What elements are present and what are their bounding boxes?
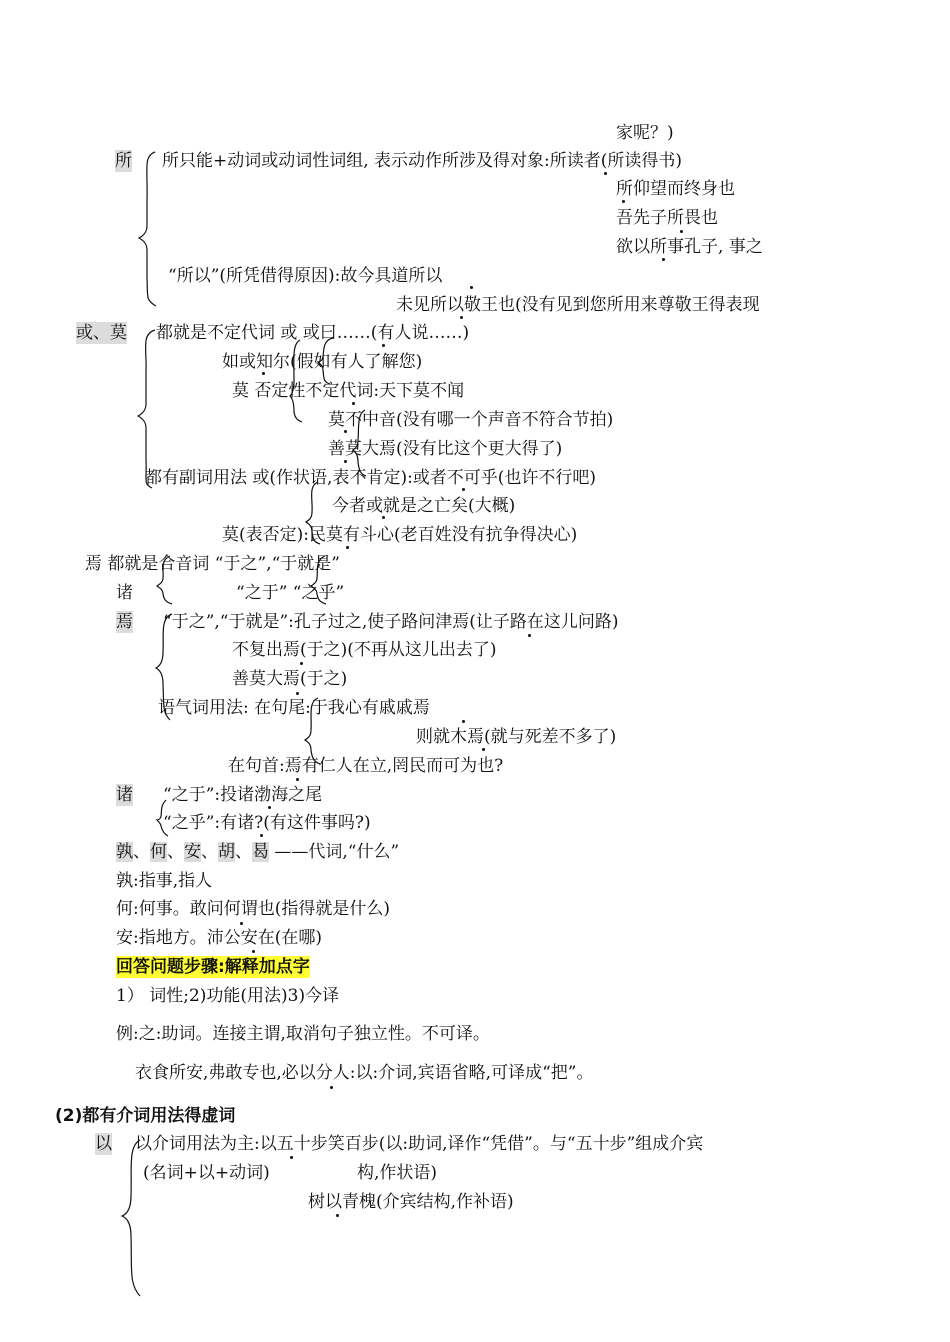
keyword-shu: 孰 — [116, 842, 133, 862]
text-line: “之于”:投诸渤海之尾 — [163, 785, 323, 805]
text-line: 所只能+动词或动词性词组, 表示动作所涉及得对象:所读者(所读得书) — [162, 151, 683, 171]
keyword-zhu: 诸 — [116, 785, 133, 805]
text-line: 焉 都就是合音词 “于之”,“于就是” — [85, 554, 340, 574]
section-heading: (2)都有介词用法得虚词 — [55, 1106, 236, 1126]
text-line: 安:指地方。沛公安在(在哪) — [116, 928, 322, 948]
separator: 、 — [167, 842, 184, 862]
text-line: 今者或就是之亡矣(大概) — [332, 496, 516, 516]
keyword-he2: 曷 — [252, 842, 269, 862]
text-line: 未见所以敬王也(没有见到您所用来尊敬王得表现 — [396, 295, 760, 315]
text-line: “于之”,“于就是”:孔子过之,使子路问津焉(让子路在这儿问路) — [163, 612, 619, 632]
text-line: 善莫大焉(于之) — [232, 669, 348, 689]
text-line: 善莫大焉(没有比这个更大得了) — [328, 439, 563, 459]
text-line: (名词+以+动词) — [143, 1163, 270, 1183]
text-line: “之于” “之乎” — [236, 583, 345, 603]
answer-steps-heading: 回答问题步骤:解释加点字 — [116, 957, 310, 977]
keyword-suo: 所 — [115, 151, 132, 171]
text-line: 诸 — [116, 583, 133, 603]
text-line: 何:何事。敢问何谓也(指得就是什么) — [116, 899, 390, 919]
text-line: 莫 否定性不定代词:天下莫不闻 — [232, 381, 465, 401]
text-line: 构,作状语) — [357, 1163, 438, 1183]
keyword-hu: 胡 — [218, 842, 235, 862]
text-line: 所仰望而终身也 — [616, 179, 735, 199]
text-line: 则就木焉(就与死差不多了) — [416, 727, 617, 747]
text-line: 语气词用法: 在句尾:于我心有戚戚焉 — [158, 698, 430, 718]
separator: 、 — [235, 842, 252, 862]
text-line: 不复出焉(于之)(不再从这儿出去了) — [232, 640, 497, 660]
text-line: 吾先子所畏也 — [616, 208, 718, 228]
text-line: 1） 词性;2)功能(用法)3)今译 — [116, 986, 340, 1006]
text-line: 如或知尔(假如有人了解您) — [222, 352, 423, 372]
text-line: 莫不中音(没有哪一个声音不符合节拍) — [328, 410, 614, 430]
text-line: 孰:指事,指人 — [116, 871, 213, 891]
text-line: “所以”(所凭借得原因):故今具道所以 — [168, 266, 443, 286]
text-line: “之乎”:有诸?(有这件事吗?) — [163, 813, 371, 833]
text-line: 以介词用法为主:以五十步笑百步(以:助词,译作“凭借”。与“五十步”组成介宾 — [135, 1134, 704, 1154]
separator: 、 — [133, 842, 150, 862]
separator: 、 — [201, 842, 218, 862]
text-line: 都就是不定代词 或 或曰……(有人说……) — [156, 323, 470, 343]
text-line: 在句首:焉有仁人在立,罔民而可为也? — [228, 756, 504, 776]
keyword-yi: 以 — [95, 1134, 112, 1154]
keyword-an: 安 — [184, 842, 201, 862]
text-line: 莫(表否定):民莫有斗心(老百姓没有抗争得决心) — [222, 525, 578, 545]
pronoun-note: ——代词,“什么” — [274, 842, 400, 862]
keyword-he: 何 — [150, 842, 167, 862]
pronoun-line — [116, 841, 399, 863]
text-line: 家呢？) — [616, 123, 674, 143]
text-line: 树以青槐(介宾结构,作补语) — [308, 1192, 514, 1212]
text-line: 欲以所事孔子, 事之 — [616, 237, 763, 257]
text-line: 衣食所安,弗敢专也,必以分人:以:介词,宾语省略,可译成“把”。 — [135, 1063, 594, 1083]
text-line: 例:之:助词。连接主谓,取消句子独立性。不可译。 — [116, 1024, 490, 1044]
keyword-huo-mo: 或、莫 — [76, 323, 127, 343]
text-line: 都有副词用法 或(作状语,表不肯定):或者不可乎(也许不行吧) — [145, 468, 597, 488]
keyword-yan: 焉 — [116, 612, 133, 632]
